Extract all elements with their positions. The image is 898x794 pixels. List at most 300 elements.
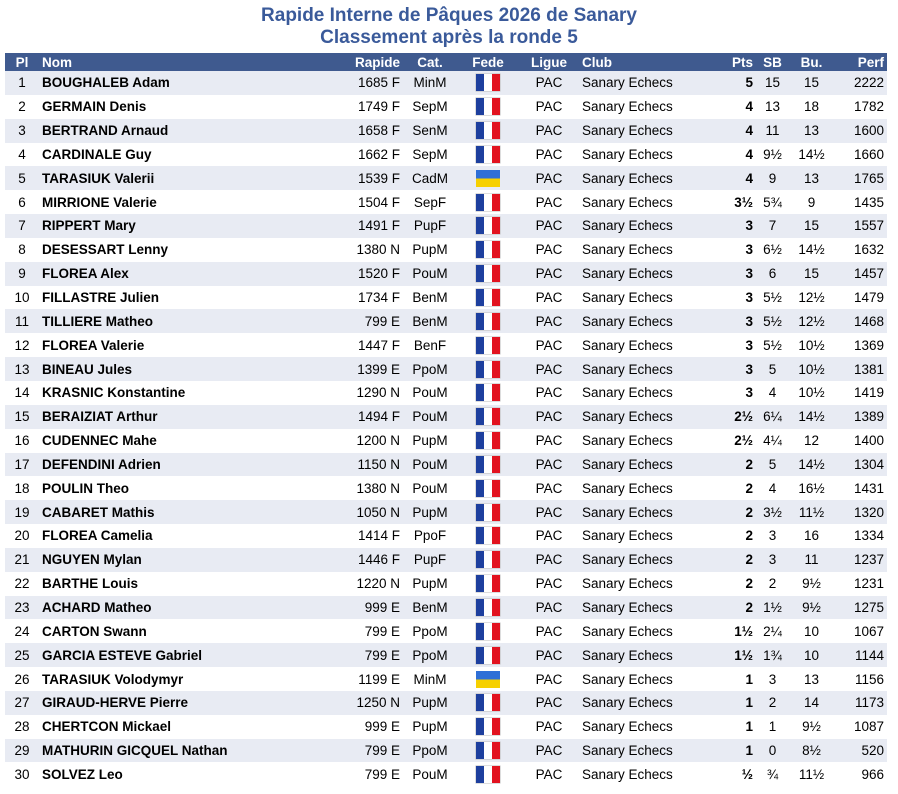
cell-perf: 1479	[834, 286, 887, 310]
france-flag-icon	[476, 194, 500, 211]
france-flag-icon	[476, 527, 500, 544]
table-row	[5, 548, 887, 572]
cell-pl: 13	[5, 357, 39, 381]
cell-sb: 1	[756, 715, 789, 739]
cell-pl: 29	[5, 739, 39, 763]
cell-nom: DEFENDINI Adrien	[39, 453, 299, 477]
cell-fede	[457, 333, 519, 357]
table-row	[5, 166, 887, 190]
france-flag-icon	[476, 408, 500, 425]
cell-bu: 14½	[789, 143, 834, 167]
cell-nom: MATHURIN GICQUEL Nathan	[39, 739, 299, 763]
cell-club: Sanary Echecs	[579, 95, 706, 119]
cell-cat: MinM	[403, 71, 457, 95]
cell-club: Sanary Echecs	[579, 691, 706, 715]
cell-cat: PouM	[403, 453, 457, 477]
table-row	[5, 143, 887, 167]
table-row	[5, 500, 887, 524]
cell-rapide: 1290 N	[299, 381, 403, 405]
cell-sb: 3	[756, 548, 789, 572]
cell-pl: 17	[5, 453, 39, 477]
cell-club: Sanary Echecs	[579, 476, 706, 500]
cell-rapide: 1447 F	[299, 333, 403, 357]
cell-nom: CARDINALE Guy	[39, 143, 299, 167]
cell-pl: 6	[5, 190, 39, 214]
cell-rapide: 1504 F	[299, 190, 403, 214]
cell-sb: 6½	[756, 238, 789, 262]
cell-perf: 1457	[834, 262, 887, 286]
cell-cat: PupF	[403, 548, 457, 572]
cell-fede	[457, 286, 519, 310]
cell-cat: PpoM	[403, 619, 457, 643]
france-flag-icon	[476, 456, 500, 473]
cell-cat: PupM	[403, 238, 457, 262]
cell-sb: ¾	[756, 762, 789, 786]
table-row	[5, 95, 887, 119]
cell-nom: TILLIERE Matheo	[39, 309, 299, 333]
cell-cat: PpoM	[403, 643, 457, 667]
cell-sb: 9½	[756, 143, 789, 167]
cell-sb: 5½	[756, 333, 789, 357]
table-row	[5, 333, 887, 357]
cell-bu: 13	[789, 119, 834, 143]
cell-ligue: PAC	[519, 143, 579, 167]
cell-pl: 27	[5, 691, 39, 715]
cell-bu: 10	[789, 643, 834, 667]
cell-ligue: PAC	[519, 71, 579, 95]
cell-perf: 1468	[834, 309, 887, 333]
cell-bu: 11	[789, 548, 834, 572]
cell-sb: 5½	[756, 309, 789, 333]
cell-club: Sanary Echecs	[579, 309, 706, 333]
cell-rapide: 1199 E	[299, 667, 403, 691]
cell-ligue: PAC	[519, 762, 579, 786]
france-flag-icon	[476, 384, 500, 401]
cell-ligue: PAC	[519, 739, 579, 763]
cell-ligue: PAC	[519, 453, 579, 477]
table-row	[5, 357, 887, 381]
cell-rapide: 1399 E	[299, 357, 403, 381]
cell-cat: PupM	[403, 691, 457, 715]
page-title: Rapide Interne de Pâques 2026 de Sanary	[261, 5, 637, 26]
cell-sb: 4	[756, 476, 789, 500]
cell-pts: 3	[706, 357, 756, 381]
cell-sb: 6¼	[756, 405, 789, 429]
col-header-perf: Perf	[834, 53, 887, 71]
cell-perf: 966	[834, 762, 887, 786]
table-row	[5, 381, 887, 405]
cell-ligue: PAC	[519, 572, 579, 596]
col-header-fede: Fede	[457, 53, 519, 71]
cell-cat: SepF	[403, 190, 457, 214]
cell-bu: 14½	[789, 453, 834, 477]
cell-nom: FLOREA Valerie	[39, 333, 299, 357]
cell-club: Sanary Echecs	[579, 238, 706, 262]
cell-bu: 9½	[789, 572, 834, 596]
cell-pl: 11	[5, 309, 39, 333]
cell-pl: 5	[5, 166, 39, 190]
col-header-bu: Bu.	[789, 53, 834, 71]
cell-rapide: 1539 F	[299, 166, 403, 190]
cell-cat: PupM	[403, 572, 457, 596]
cell-fede	[457, 691, 519, 715]
cell-fede	[457, 381, 519, 405]
cell-bu: 10½	[789, 381, 834, 405]
table-row	[5, 762, 887, 786]
cell-club: Sanary Echecs	[579, 619, 706, 643]
cell-pts: 3	[706, 262, 756, 286]
cell-fede	[457, 262, 519, 286]
cell-pl: 10	[5, 286, 39, 310]
cell-ligue: PAC	[519, 238, 579, 262]
cell-bu: 15	[789, 71, 834, 95]
cell-nom: CABARET Mathis	[39, 500, 299, 524]
cell-club: Sanary Echecs	[579, 190, 706, 214]
cell-bu: 11½	[789, 500, 834, 524]
col-header-pts: Pts	[706, 53, 756, 71]
cell-cat: PupM	[403, 500, 457, 524]
cell-perf: 1435	[834, 190, 887, 214]
cell-cat: PouM	[403, 262, 457, 286]
cell-bu: 14½	[789, 238, 834, 262]
cell-pl: 18	[5, 476, 39, 500]
cell-club: Sanary Echecs	[579, 643, 706, 667]
cell-fede	[457, 214, 519, 238]
cell-fede	[457, 143, 519, 167]
cell-pl: 26	[5, 667, 39, 691]
cell-ligue: PAC	[519, 476, 579, 500]
cell-fede	[457, 453, 519, 477]
cell-bu: 10	[789, 619, 834, 643]
cell-nom: FILLASTRE Julien	[39, 286, 299, 310]
cell-fede	[457, 429, 519, 453]
cell-club: Sanary Echecs	[579, 453, 706, 477]
cell-cat: PouM	[403, 762, 457, 786]
cell-pts: 3	[706, 309, 756, 333]
table-row	[5, 262, 887, 286]
cell-pts: 4	[706, 166, 756, 190]
cell-club: Sanary Echecs	[579, 262, 706, 286]
cell-nom: FLOREA Alex	[39, 262, 299, 286]
cell-perf: 1275	[834, 596, 887, 620]
cell-nom: CARTON Swann	[39, 619, 299, 643]
table-row	[5, 190, 887, 214]
cell-ligue: PAC	[519, 95, 579, 119]
cell-club: Sanary Echecs	[579, 524, 706, 548]
cell-perf: 1660	[834, 143, 887, 167]
cell-rapide: 999 E	[299, 596, 403, 620]
cell-ligue: PAC	[519, 429, 579, 453]
table-row	[5, 739, 887, 763]
cell-pl: 12	[5, 333, 39, 357]
cell-rapide: 799 E	[299, 643, 403, 667]
cell-pts: 4	[706, 119, 756, 143]
cell-sb: 2¼	[756, 619, 789, 643]
cell-rapide: 1380 N	[299, 238, 403, 262]
cell-fede	[457, 357, 519, 381]
table-row	[5, 429, 887, 453]
table-row	[5, 119, 887, 143]
cell-pts: 4	[706, 95, 756, 119]
france-flag-icon	[476, 74, 500, 91]
table-row	[5, 238, 887, 262]
cell-pl: 7	[5, 214, 39, 238]
cell-ligue: PAC	[519, 715, 579, 739]
cell-pts: 2	[706, 524, 756, 548]
cell-perf: 1173	[834, 691, 887, 715]
cell-pts: 1	[706, 691, 756, 715]
france-flag-icon	[476, 742, 500, 759]
cell-perf: 1369	[834, 333, 887, 357]
cell-sb: 3	[756, 524, 789, 548]
cell-pl: 25	[5, 643, 39, 667]
cell-rapide: 1520 F	[299, 262, 403, 286]
cell-fede	[457, 715, 519, 739]
cell-perf: 1419	[834, 381, 887, 405]
cell-cat: PouM	[403, 405, 457, 429]
france-flag-icon	[476, 217, 500, 234]
cell-perf: 1304	[834, 453, 887, 477]
france-flag-icon	[476, 313, 500, 330]
cell-club: Sanary Echecs	[579, 166, 706, 190]
cell-nom: GARCIA ESTEVE Gabriel	[39, 643, 299, 667]
cell-fede	[457, 762, 519, 786]
cell-pl: 21	[5, 548, 39, 572]
cell-perf: 1237	[834, 548, 887, 572]
cell-nom: TARASIUK Valerii	[39, 166, 299, 190]
cell-bu: 14½	[789, 405, 834, 429]
cell-club: Sanary Echecs	[579, 762, 706, 786]
cell-pl: 20	[5, 524, 39, 548]
france-flag-icon	[476, 766, 500, 783]
col-header-club: Club	[579, 53, 706, 71]
cell-pts: 2	[706, 476, 756, 500]
cell-ligue: PAC	[519, 119, 579, 143]
cell-sb: 13	[756, 95, 789, 119]
cell-ligue: PAC	[519, 262, 579, 286]
cell-sb: 3	[756, 667, 789, 691]
cell-nom: BINEAU Jules	[39, 357, 299, 381]
cell-club: Sanary Echecs	[579, 667, 706, 691]
cell-bu: 13	[789, 166, 834, 190]
col-header-cat: Cat.	[403, 53, 457, 71]
cell-nom: RIPPERT Mary	[39, 214, 299, 238]
table-row	[5, 214, 887, 238]
france-flag-icon	[476, 480, 500, 497]
cell-sb: 5½	[756, 286, 789, 310]
cell-club: Sanary Echecs	[579, 381, 706, 405]
cell-fede	[457, 238, 519, 262]
cell-perf: 1431	[834, 476, 887, 500]
cell-pl: 15	[5, 405, 39, 429]
cell-sb: 4	[756, 381, 789, 405]
cell-club: Sanary Echecs	[579, 71, 706, 95]
france-flag-icon	[476, 647, 500, 664]
cell-rapide: 1446 F	[299, 548, 403, 572]
cell-perf: 1067	[834, 619, 887, 643]
cell-pts: 3½	[706, 190, 756, 214]
cell-pts: 3	[706, 286, 756, 310]
cell-club: Sanary Echecs	[579, 596, 706, 620]
cell-cat: BenM	[403, 286, 457, 310]
cell-perf: 1400	[834, 429, 887, 453]
cell-bu: 9	[789, 190, 834, 214]
table-row	[5, 643, 887, 667]
cell-nom: FLOREA Camelia	[39, 524, 299, 548]
cell-bu: 15	[789, 214, 834, 238]
cell-nom: MIRRIONE Valerie	[39, 190, 299, 214]
cell-pts: 2	[706, 596, 756, 620]
cell-rapide: 1662 F	[299, 143, 403, 167]
cell-sb: 1¾	[756, 643, 789, 667]
cell-rapide: 1220 N	[299, 572, 403, 596]
cell-perf: 1087	[834, 715, 887, 739]
cell-pts: 1	[706, 739, 756, 763]
cell-ligue: PAC	[519, 643, 579, 667]
cell-rapide: 999 E	[299, 715, 403, 739]
cell-pl: 8	[5, 238, 39, 262]
cell-rapide: 1200 N	[299, 429, 403, 453]
cell-perf: 2222	[834, 71, 887, 95]
cell-perf: 1144	[834, 643, 887, 667]
cell-sb: 3½	[756, 500, 789, 524]
cell-fede	[457, 572, 519, 596]
cell-rapide: 1050 N	[299, 500, 403, 524]
cell-pl: 4	[5, 143, 39, 167]
standings-table	[5, 53, 887, 786]
cell-ligue: PAC	[519, 357, 579, 381]
cell-fede	[457, 190, 519, 214]
cell-fede	[457, 619, 519, 643]
cell-fede	[457, 95, 519, 119]
cell-pts: 1	[706, 667, 756, 691]
cell-ligue: PAC	[519, 381, 579, 405]
cell-ligue: PAC	[519, 333, 579, 357]
cell-cat: PpoF	[403, 524, 457, 548]
cell-perf: 1765	[834, 166, 887, 190]
table-row	[5, 715, 887, 739]
cell-pts: 3	[706, 381, 756, 405]
france-flag-icon	[476, 623, 500, 640]
col-header-nom: Nom	[39, 53, 299, 71]
cell-rapide: 1414 F	[299, 524, 403, 548]
cell-rapide: 799 E	[299, 739, 403, 763]
france-flag-icon	[476, 98, 500, 115]
cell-bu: 10½	[789, 357, 834, 381]
table-header-row	[5, 53, 887, 71]
cell-bu: 16½	[789, 476, 834, 500]
cell-sb: 1½	[756, 596, 789, 620]
cell-pl: 24	[5, 619, 39, 643]
cell-ligue: PAC	[519, 596, 579, 620]
cell-ligue: PAC	[519, 214, 579, 238]
cell-cat: PupM	[403, 715, 457, 739]
cell-sb: 15	[756, 71, 789, 95]
cell-perf: 1557	[834, 214, 887, 238]
cell-ligue: PAC	[519, 667, 579, 691]
cell-rapide: 1658 F	[299, 119, 403, 143]
cell-pl: 19	[5, 500, 39, 524]
cell-bu: 12	[789, 429, 834, 453]
cell-cat: PouM	[403, 381, 457, 405]
cell-rapide: 1491 F	[299, 214, 403, 238]
cell-perf: 1600	[834, 119, 887, 143]
cell-nom: POULIN Theo	[39, 476, 299, 500]
france-flag-icon	[476, 575, 500, 592]
cell-nom: BERAIZIAT Arthur	[39, 405, 299, 429]
cell-club: Sanary Echecs	[579, 214, 706, 238]
cell-fede	[457, 596, 519, 620]
france-flag-icon	[476, 599, 500, 616]
cell-cat: PupF	[403, 214, 457, 238]
cell-pts: 4	[706, 143, 756, 167]
cell-ligue: PAC	[519, 691, 579, 715]
cell-cat: SepM	[403, 95, 457, 119]
france-flag-icon	[476, 504, 500, 521]
cell-perf: 520	[834, 739, 887, 763]
cell-sb: 11	[756, 119, 789, 143]
cell-ligue: PAC	[519, 286, 579, 310]
france-flag-icon	[476, 718, 500, 735]
cell-bu: 14	[789, 691, 834, 715]
cell-ligue: PAC	[519, 405, 579, 429]
cell-bu: 16	[789, 524, 834, 548]
table-row	[5, 309, 887, 333]
cell-nom: KRASNIC Konstantine	[39, 381, 299, 405]
table-row	[5, 476, 887, 500]
col-header-rapide: Rapide	[299, 53, 403, 71]
france-flag-icon	[476, 289, 500, 306]
cell-fede	[457, 548, 519, 572]
cell-pts: 2	[706, 572, 756, 596]
cell-nom: ACHARD Matheo	[39, 596, 299, 620]
cell-sb: 5	[756, 453, 789, 477]
cell-fede	[457, 524, 519, 548]
cell-sb: 5	[756, 357, 789, 381]
cell-sb: 6	[756, 262, 789, 286]
col-header-sb: SB	[756, 53, 789, 71]
cell-perf: 1334	[834, 524, 887, 548]
cell-bu: 9½	[789, 715, 834, 739]
cell-pts: 1½	[706, 643, 756, 667]
cell-bu: 11½	[789, 762, 834, 786]
cell-sb: 2	[756, 572, 789, 596]
cell-pts: 5	[706, 71, 756, 95]
cell-cat: BenM	[403, 596, 457, 620]
cell-bu: 10½	[789, 333, 834, 357]
cell-nom: SOLVEZ Leo	[39, 762, 299, 786]
cell-perf: 1381	[834, 357, 887, 381]
cell-club: Sanary Echecs	[579, 739, 706, 763]
cell-fede	[457, 166, 519, 190]
cell-cat: BenF	[403, 333, 457, 357]
cell-nom: BERTRAND Arnaud	[39, 119, 299, 143]
cell-pl: 16	[5, 429, 39, 453]
cell-pl: 3	[5, 119, 39, 143]
cell-cat: CadM	[403, 166, 457, 190]
table-row	[5, 596, 887, 620]
cell-fede	[457, 643, 519, 667]
table-row	[5, 572, 887, 596]
cell-bu: 18	[789, 95, 834, 119]
cell-ligue: PAC	[519, 190, 579, 214]
cell-ligue: PAC	[519, 548, 579, 572]
cell-fede	[457, 500, 519, 524]
cell-pts: 2	[706, 500, 756, 524]
cell-club: Sanary Echecs	[579, 548, 706, 572]
cell-fede	[457, 119, 519, 143]
cell-pts: 2	[706, 548, 756, 572]
